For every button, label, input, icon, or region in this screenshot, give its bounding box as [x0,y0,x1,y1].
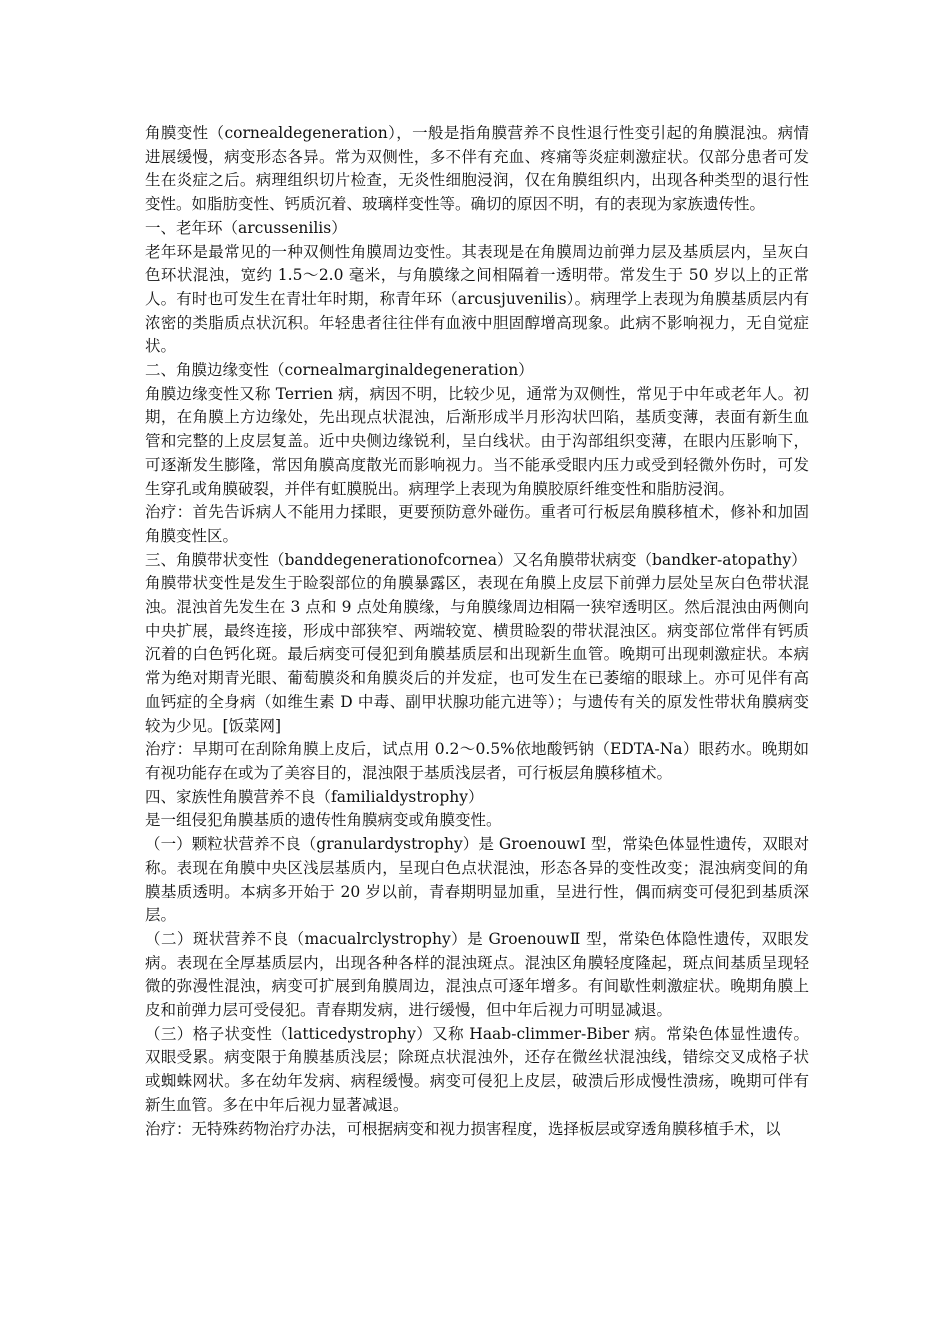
intro-paragraph: 角膜变性（cornealdegeneration），一般是指角膜营养不良性退行性变引起的角膜混浊。病情进展缓慢，病变形态各异。常为双侧性，多不伴有充血、疼痛等炎症刺激症状。仅部分患者可发生在炎症之后。病理组织切片检查，无炎性细胞浸润，仅在角膜组织内，出现各种类型的退行性变性。如脂肪变性、钙质沉着、玻璃样变性等。确切的原因不明，有的表现为家族遗传性。 [145,124,809,214]
lattice-paragraph: （三）格子状变性（latticedystrophy）又称 Haab-climmer-Biber 病。常染色体显性遗传。双眼受累。病变限于角膜基质浅层；除斑点状混浊外，还存在微丝状混浊线，错综交叉成格子状或蜘蛛网状。多在幼年发病、病程缓慢。病变可侵犯上皮层，破溃后形成慢性溃疡，晚期可伴有新生血管。多在中年后视力显著减退。 [145,1024,809,1114]
document-body [145,122,809,1141]
macular-paragraph: （二）斑状营养不良（macualrclystrophy）是 GroenouwⅡ 型，常染色体隐性遗传，双眼发病。表现在全厚基质层内，出现各种各样的混浊斑点。混浊区角膜轻度隆起，斑点间基质呈现轻微的弥漫性混浊，病变可扩展到角膜周边，混浊点可逐年增多。有间歇性刺激症状。晚期角膜上皮和前弹力层可受侵犯。青春期发病，进行缓慢，但中年后视力可明显减退。 [145,929,809,1020]
familial-treatment-paragraph: 治疗：无特殊药物治疗办法，可根据病变和视力损害程度，选择板层或穿透角膜移植手术，以 [145,1119,781,1138]
band-paragraph: 角膜带状变性是发生于睑裂部位的角膜暴露区，表现在角膜上皮层下前弹力层处呈灰白色带状混浊。混浊首先发生在 3 点和 9 点处角膜缘，与角膜缘周边相隔一狭窄透明区。然后混浊由两侧向中央扩展，最终连接，形成中部狭窄、两端较宽、横贯睑裂的带状混浊区。病变部位常伴有钙质沉着的白色钙化斑。最后病变可侵犯到角膜基质层和出现新生血管。晚期可出现刺激症状。本病常为绝对期青光眼、葡萄膜炎和角膜炎后的并发症，也可发生在已萎缩的眼球上。亦可见伴有高血钙症的全身病（如维生素 D 中毒、副甲状腺功能亢进等）；与遗传有关的原发性带状角膜病变较为少见。[饭菜网] [145,574,809,735]
arcus-paragraph: 老年环是最常见的一种双侧性角膜周边变性。其表现是在角膜周边前弹力层及基质层内，呈灰白色环状混浊，宽约 1.5～2.0 毫米，与角膜缘之间相隔着一透明带。常发生于 50 岁以上的正常人。有时也可发生在青壮年时期，称青年环（arcusjuvenilis）。病理学上表现为角膜基质层内有浓密的类脂质点状沉积。年轻患者往往伴有血液中胆固醇增高现象。此病不影响视力，无自觉症状。 [145,242,809,356]
section-heading-marginal: 二、角膜边缘变性（cornealmarginaldegeneration） [145,361,534,380]
section-heading-arcus: 一、老年环（arcussenilis） [145,218,347,237]
marginal-treatment-paragraph: 治疗：首先告诉病人不能用力揉眼，更要预防意外碰伤。重者可行板层角膜移植术，修补和加固角膜变性区。 [145,503,809,545]
section-heading-familial: 四、家族性角膜营养不良（familialdystrophy） [145,787,484,806]
marginal-paragraph: 角膜边缘变性又称 Terrien 病，病因不明，比较少见，通常为双侧性，常见于中年或老年人。初期，在角膜上方边缘处，先出现点状混浊，后渐形成半月形沟状凹陷，基质变薄，表面有新生血管和完整的上皮层复盖。近中央侧边缘锐利，呈白线状。由于沟部组织变薄，在眼内压影响下，可逐渐发生膨隆，常因角膜高度散光而影响视力。当不能承受眼内压力或受到轻微外伤时，可发生穿孔或角膜破裂，并伴有虹膜脱出。病理学上表现为角膜胶原纤维变性和脂肪浸润。 [145,384,809,498]
familial-intro-paragraph: 是一组侵犯角膜基质的遗传性角膜病变或角膜变性。 [145,811,502,830]
section-heading-band: 三、角膜带状变性（banddegenerationofcornea）又名角膜带状病变（bandker-atopathy） [145,550,807,569]
granular-paragraph: （一）颗粒状营养不良（granulardystrophy）是 GroenouwⅠ 型，常染色体显性遗传，双眼对称。表现在角膜中央区浅层基质内，呈现白色点状混浊，形态各异的变性改变；混浊病变间的角膜基质透明。本病多开始于 20 岁以前，青春期明显加重，呈进行性，偶而病变可侵犯到基质深层。 [145,835,809,925]
band-treatment-paragraph: 治疗：早期可在刮除角膜上皮后，试点用 0.2～0.5%依地酸钙钠（EDTA-Na）眼药水。晚期如有视功能存在或为了美容目的，混浊限于基质浅层者，可行板层角膜移植术。 [145,740,809,782]
